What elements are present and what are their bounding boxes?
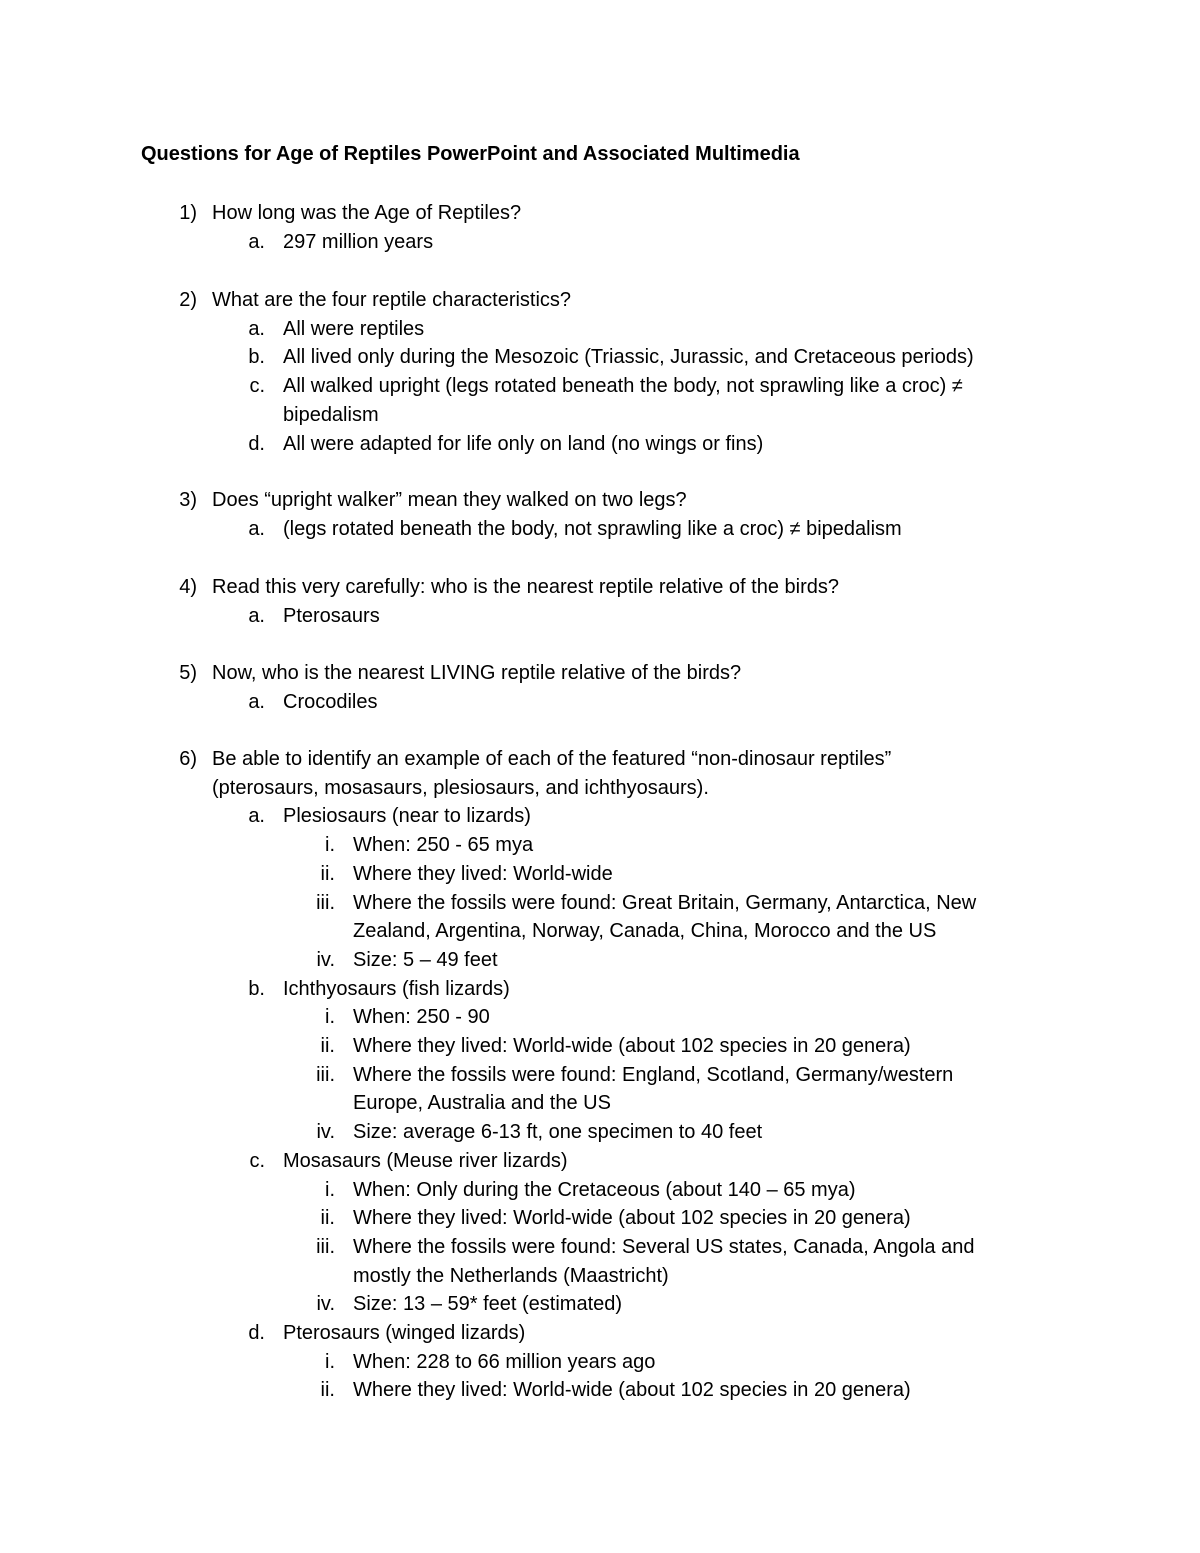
question-number: 5) xyxy=(179,662,197,684)
detail-numeral: iv. xyxy=(316,948,335,971)
detail-text: Size: average 6-13 ft, one specimen to 40 feet xyxy=(353,1121,763,1144)
detail-numeral: i. xyxy=(325,1006,335,1029)
question-number: 2) xyxy=(179,289,197,311)
answer-text: All were reptiles xyxy=(283,317,425,340)
answer-text: All lived only during the Mesozoic (Triassic, Jurassic, and Cretaceous periods) xyxy=(283,346,974,369)
detail-text-continued: Zealand, Argentina, Norway, Canada, China, Morocco and the US xyxy=(353,920,937,943)
question-text: Does “upright walker” mean they walked on two legs? xyxy=(212,489,687,511)
answer-text: 297 million years xyxy=(283,230,434,253)
question-text: Read this very carefully: who is the nearest reptile relative of the birds? xyxy=(212,576,839,598)
subsection-letter: c. xyxy=(249,1149,265,1172)
question-number: 3) xyxy=(179,489,197,511)
question-text: Now, who is the nearest LIVING reptile relative of the birds? xyxy=(212,662,742,684)
detail-numeral: ii. xyxy=(320,1379,335,1402)
answer-text: All walked upright (legs rotated beneath the body, not sprawling like a croc) ≠ xyxy=(283,375,963,398)
answer-letter: a. xyxy=(248,517,265,540)
detail-text: Where they lived: World-wide (about 102 species in 20 genera) xyxy=(353,1207,911,1230)
subsection-heading: Pterosaurs (winged lizards) xyxy=(283,1322,526,1344)
question-number: 4) xyxy=(179,576,197,598)
detail-text: When: 250 - 65 mya xyxy=(353,834,534,857)
detail-text: When: 250 - 90 xyxy=(353,1006,490,1029)
document-title: Questions for Age of Reptiles PowerPoint and Associated Multimedia xyxy=(141,143,800,165)
detail-numeral: i. xyxy=(325,1178,335,1201)
question-text: How long was the Age of Reptiles? xyxy=(212,202,522,224)
answer-text-continued: bipedalism xyxy=(283,403,379,426)
question-text-continued: (pterosaurs, mosasaurs, plesiosaurs, and ichthyosaurs). xyxy=(212,776,709,799)
answer-letter: d. xyxy=(248,432,265,455)
answer-text: All were adapted for life only on land (no wings or fins) xyxy=(283,432,764,455)
detail-text: Size: 5 – 49 feet xyxy=(353,948,498,971)
answer-letter: a. xyxy=(248,690,265,713)
subsection-letter: a. xyxy=(248,805,265,828)
answer-letter: b. xyxy=(248,346,265,369)
subsection-letter: d. xyxy=(248,1322,265,1344)
answer-letter: a. xyxy=(248,604,265,627)
detail-text: Where the fossils were found: England, Scotland, Germany/western xyxy=(353,1063,954,1086)
detail-text-continued: Europe, Australia and the US xyxy=(353,1092,611,1115)
subsection-letter: b. xyxy=(248,977,265,1000)
answer-text: Pterosaurs xyxy=(283,604,380,627)
answer-letter: a. xyxy=(248,230,265,253)
detail-numeral: iii. xyxy=(316,891,335,914)
detail-text: Where the fossils were found: Great Britain, Germany, Antarctica, New xyxy=(353,891,977,914)
detail-numeral: ii. xyxy=(320,1035,335,1057)
detail-numeral: i. xyxy=(325,1350,335,1373)
question-text: What are the four reptile characteristics? xyxy=(212,289,572,311)
question-number: 1) xyxy=(179,202,197,224)
subsection-heading: Plesiosaurs (near to lizards) xyxy=(283,805,531,828)
detail-text: When: Only during the Cretaceous (about 140 – 65 mya) xyxy=(353,1178,856,1201)
answer-text: Crocodiles xyxy=(283,690,378,713)
detail-text: Where the fossils were found: Several US states, Canada, Angola and xyxy=(353,1235,975,1258)
detail-numeral: iii. xyxy=(316,1063,335,1086)
detail-text: Where they lived: World-wide (about 102 species in 20 genera) xyxy=(353,1379,911,1402)
detail-text: When: 228 to 66 million years ago xyxy=(353,1350,656,1373)
detail-numeral: ii. xyxy=(320,1207,335,1230)
subsection-heading: Ichthyosaurs (fish lizards) xyxy=(283,977,510,1000)
detail-text: Where they lived: World-wide (about 102 species in 20 genera) xyxy=(353,1035,911,1057)
detail-numeral: i. xyxy=(325,834,335,857)
question-text: Be able to identify an example of each of the featured “non-dinosaur reptiles” xyxy=(212,748,892,770)
detail-numeral: iv. xyxy=(316,1293,335,1316)
detail-numeral: iv. xyxy=(316,1121,335,1144)
detail-text: Size: 13 – 59* feet (estimated) xyxy=(353,1293,623,1316)
question-number: 6) xyxy=(179,748,197,770)
detail-numeral: ii. xyxy=(320,862,335,885)
subsection-heading: Mosasaurs (Meuse river lizards) xyxy=(283,1149,568,1172)
answer-text: (legs rotated beneath the body, not sprawling like a croc) ≠ bipedalism xyxy=(283,517,902,540)
detail-text: Where they lived: World-wide xyxy=(353,862,613,885)
detail-text-continued: mostly the Netherlands (Maastricht) xyxy=(353,1264,669,1287)
answer-letter: a. xyxy=(248,317,265,340)
answer-letter: c. xyxy=(249,375,265,398)
detail-numeral: iii. xyxy=(316,1235,335,1258)
